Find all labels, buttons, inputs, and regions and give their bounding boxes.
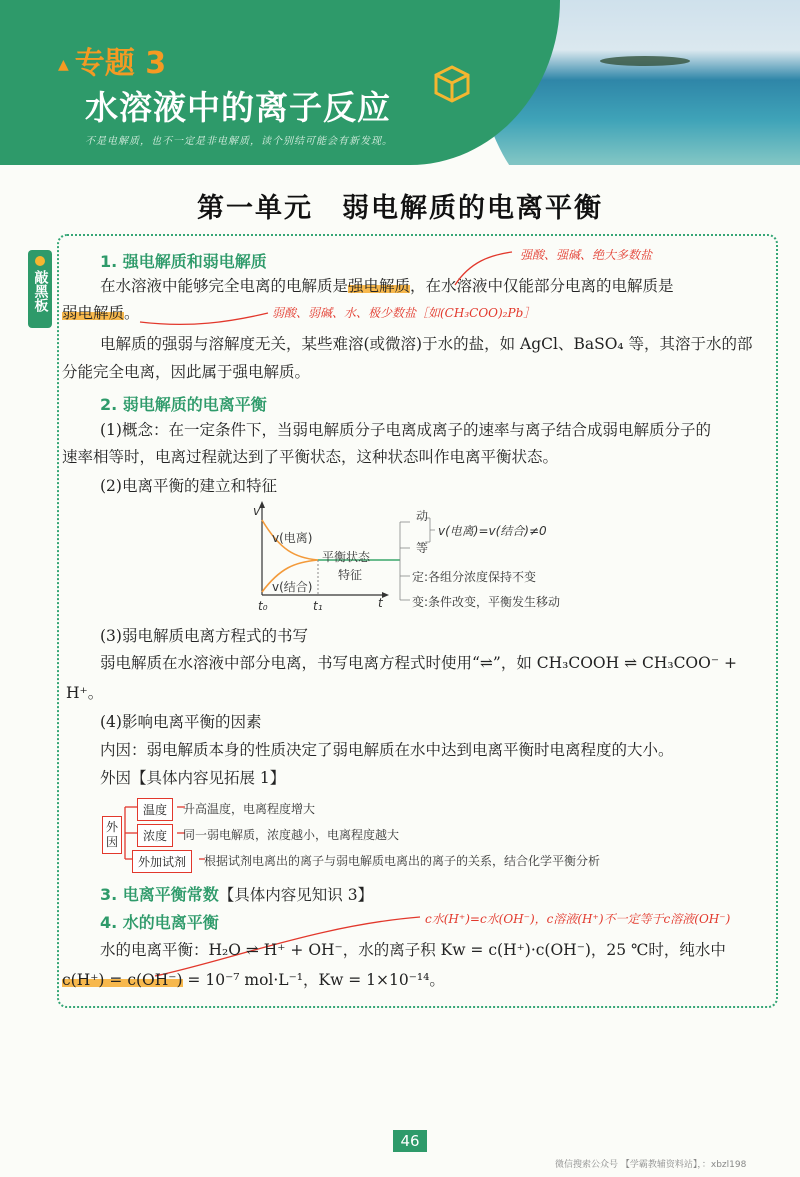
- section1-heading: 1. 强电解质和弱电解质: [100, 252, 267, 271]
- arrow-weak: [140, 313, 268, 324]
- note-water: c水(H⁺)=c水(OH⁻)，c溶液(H⁺)不一定等于c溶液(OH⁻): [425, 912, 731, 926]
- footer-watermark: 微信搜索公众号 【学霸教辅资料站】，：xbzl198: [555, 1160, 747, 1170]
- arrow-strong: [455, 252, 512, 285]
- section3-heading: 3. 电离平衡常数【具体内容见知识 3】: [100, 885, 374, 904]
- v-ionize-label: v(电离): [272, 531, 313, 545]
- feature-label: 特征: [338, 568, 363, 582]
- topic-label: ▲ 专题 3: [58, 46, 167, 81]
- highlight-weak: 弱电解质: [62, 304, 125, 322]
- s2-external: 外因【具体内容见拓展 1】: [100, 769, 286, 787]
- t1-label: t₁: [313, 599, 323, 613]
- axis-t-label: t: [378, 596, 383, 610]
- page-number: 46: [393, 1130, 427, 1152]
- feature-dong: 动: [416, 509, 429, 523]
- s4-line2: c(H⁺) = c(OH⁻) = 10⁻⁷ mol·L⁻¹，Kw = 1×10⁻¹⁴。: [62, 971, 445, 989]
- s2-sub3-a: 弱电解质在水溶液中部分电离，书写电离方程式时使用“⇌”，如 CH₃COOH ⇌ CH₃COO⁻ +: [100, 654, 737, 672]
- factor-concentration-desc: 同一弱电解质，浓度越小，电离程度越大: [183, 828, 400, 842]
- t0-label: t₀: [258, 599, 268, 613]
- section4-heading: 4. 水的电离平衡: [100, 913, 219, 932]
- s2-sub3: (3)弱电解质电离方程式的书写: [100, 627, 308, 645]
- s2-concept-2: 速率相等时，电离过程就达到了平衡状态，这种状态叫作电离平衡状态。: [62, 448, 559, 466]
- triangle-icon: ▲: [58, 56, 69, 73]
- note-strong: 强酸、强碱、绝大多数盐: [520, 248, 653, 262]
- axis-v-label: v: [253, 504, 261, 518]
- highlight-strong: 强电解质: [348, 277, 411, 295]
- s1-line4: 分能完全电离，因此属于强电解质。: [62, 363, 311, 381]
- annotation-arrows: [0, 0, 800, 340]
- side-tab: 敲黑板: [28, 250, 52, 328]
- factor-temperature-desc: 升高温度，电离程度增大: [183, 802, 316, 816]
- unit-title: 第一单元 弱电解质的电离平衡: [197, 193, 603, 224]
- section2-heading: 2. 弱电解质的电离平衡: [100, 395, 267, 414]
- s2-internal: 内因：弱电解质本身的性质决定了弱电解质在水中达到电离平衡时电离程度的大小。: [100, 741, 674, 759]
- motto: 不是电解质，也不一定是非电解质，读个别结可能会有新发现。: [85, 136, 393, 147]
- s1-line1: 在水溶液中能够完全电离的电解质是强电解质，在水溶液中仅能部分电离的电解质是: [100, 277, 674, 295]
- external-factor-box: 外因: [102, 816, 122, 854]
- v-combine-label: v(结合): [272, 580, 313, 594]
- factor-concentration: 浓度: [137, 824, 173, 847]
- feature-ding: 定:各组分浓度保持不变: [412, 570, 537, 584]
- factor-temperature: 温度: [137, 798, 173, 821]
- s2-concept-1: (1)概念：在一定条件下，当弱电解质分子电离成离子的速率与离子结合成弱电解质分子的: [100, 421, 711, 439]
- factor-reagent-desc: 根据试剂电离出的离子与弱电解质电离出的离子的关系，结合化学平衡分析: [204, 854, 601, 868]
- chapter-title: 水溶液中的离子反应: [85, 88, 391, 127]
- s2-sub2: (2)电离平衡的建立和特征: [100, 477, 277, 495]
- s4-line1: 水的电离平衡：H₂O ⇌ H⁺ + OH⁻，水的离子积 Kw = c(H⁺)·c(OH⁻)，25 ℃时，纯水中: [100, 941, 726, 959]
- s1-line2: 弱电解质。: [62, 304, 140, 322]
- s1-line3: 电解质的强弱与溶解度无关，某些难溶(或微溶)于水的盐，如 AgCl、BaSO₄ 等，其溶于水的部: [100, 335, 753, 353]
- highlight-water: c(H⁺) = c(OH⁻): [62, 971, 183, 989]
- s2-sub4: (4)影响电离平衡的因素: [100, 713, 262, 731]
- feature-bian: 变:条件改变，平衡发生移动: [412, 595, 561, 609]
- equilibrium-state-label: 平衡状态: [322, 550, 371, 564]
- s2-sub3-b: H⁺。: [66, 684, 104, 702]
- factor-reagent: 外加试剂: [132, 850, 192, 873]
- note-weak: 弱酸、弱碱、水、极少数盐［如(CH₃COO)₂Pb］: [272, 306, 536, 320]
- feature-deng: 等: [416, 541, 429, 555]
- feature-eq: v(电离)=v(结合)≠0: [438, 524, 547, 538]
